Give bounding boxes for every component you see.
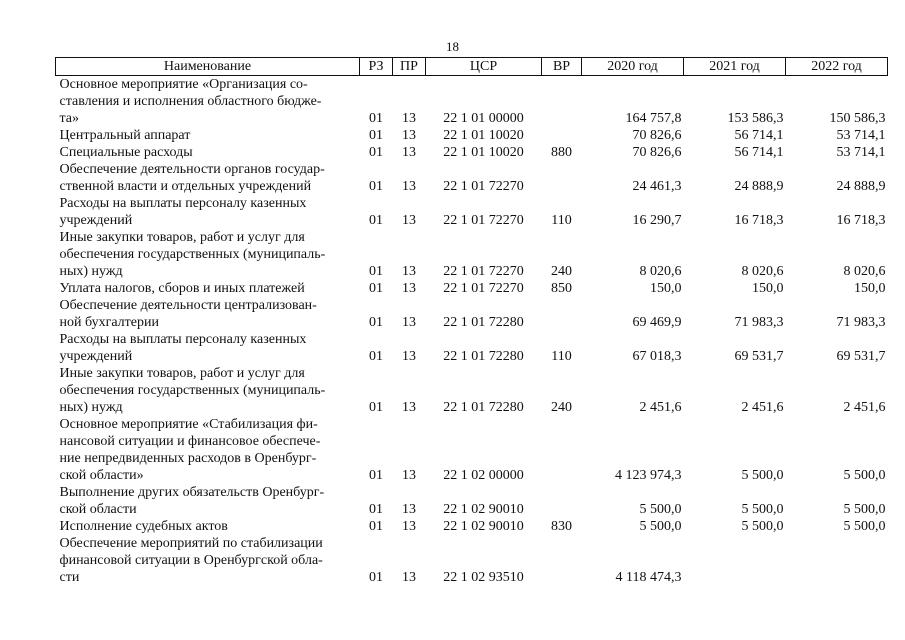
row-pr: 13: [402, 145, 416, 160]
row-vr: 830: [551, 519, 572, 534]
header-2022: 2022 год: [786, 58, 888, 76]
row-2021: [684, 535, 786, 586]
row-pr: 13: [402, 264, 416, 279]
row-name: [56, 195, 360, 229]
row-csr: 22 1 02 90010: [443, 502, 524, 517]
row-2022: 53 714,1: [836, 145, 886, 160]
row-name-line: та»: [59, 111, 80, 126]
row-csr: 22 1 01 72270: [443, 264, 524, 279]
row-name-line: ственной власти и отдельных учреждений: [59, 179, 312, 194]
table-header-row: [56, 58, 888, 76]
row-2021: 153 586,3: [727, 111, 784, 126]
row-2022: 5 500,0: [843, 519, 886, 534]
row-2020: 150,0: [650, 281, 682, 296]
table-body: [56, 76, 888, 587]
row-vr: [542, 161, 582, 195]
row-csr: 22 1 02 00000: [443, 468, 524, 483]
row-rz: 01: [369, 145, 383, 160]
row-rz: 01: [369, 128, 383, 143]
row-name: [56, 280, 360, 297]
row-csr: 22 1 01 10020: [443, 145, 524, 160]
row-2021: 5 500,0: [741, 468, 784, 483]
header-2020: 2020 год: [582, 58, 684, 76]
row-csr: 22 1 01 72270: [443, 213, 524, 228]
table-row: [56, 518, 888, 535]
row-name-line: обеспечения государственных (муниципаль-: [59, 247, 326, 262]
row-csr: 22 1 01 72270: [443, 179, 524, 194]
row-vr: [542, 416, 582, 484]
row-pr: 13: [402, 519, 416, 534]
row-2022: 71 983,3: [836, 315, 886, 330]
row-vr: 850: [551, 281, 572, 296]
table-row: [56, 297, 888, 331]
row-name: [56, 365, 360, 416]
row-2021: 5 500,0: [741, 502, 784, 517]
row-2021: 16 718,3: [734, 213, 784, 228]
row-rz: 01: [369, 213, 383, 228]
header-2021: 2021 год: [684, 58, 786, 76]
row-rz: 01: [369, 179, 383, 194]
row-name: [56, 331, 360, 365]
row-2021: 24 888,9: [734, 179, 784, 194]
row-csr: 22 1 01 00000: [443, 111, 524, 126]
row-name: [56, 76, 360, 128]
table-row: [56, 416, 888, 484]
row-2020: 8 020,6: [639, 264, 682, 279]
row-name-line: Иные закупки товаров, работ и услуг для: [59, 366, 305, 381]
row-vr: [542, 76, 582, 128]
row-name-line: нансовой ситуации и финансовое обеспече-: [59, 434, 321, 449]
row-2022: 69 531,7: [836, 349, 886, 364]
row-name-line: финансовой ситуации в Оренбургской обла-: [59, 553, 323, 568]
header-rz: РЗ: [360, 58, 393, 76]
row-name-line: Выполнение других обязательств Оренбург-: [59, 485, 325, 500]
row-name: [56, 535, 360, 586]
row-pr: 13: [402, 281, 416, 296]
row-2020: 5 500,0: [639, 519, 682, 534]
header-csr: ЦСР: [426, 58, 542, 76]
row-rz: 01: [369, 519, 383, 534]
row-name: [56, 416, 360, 484]
row-name-line: ных) нужд: [59, 264, 123, 279]
row-2020: 164 757,8: [625, 111, 682, 126]
row-name-line: ных) нужд: [59, 400, 123, 415]
row-csr: 22 1 01 10020: [443, 128, 524, 143]
row-2021: 56 714,1: [734, 145, 784, 160]
row-2022: 16 718,3: [836, 213, 886, 228]
row-2022: 2 451,6: [843, 400, 886, 415]
row-2020: 5 500,0: [639, 502, 682, 517]
row-name-line: учреждений: [59, 213, 133, 228]
header-vr: ВР: [542, 58, 582, 76]
row-2021: 5 500,0: [741, 519, 784, 534]
row-2021: 71 983,3: [734, 315, 784, 330]
row-rz: 01: [369, 281, 383, 296]
row-pr: 13: [402, 570, 416, 585]
row-pr: 13: [402, 468, 416, 483]
row-2020: 4 123 974,3: [615, 468, 682, 483]
row-name-line: учреждений: [59, 349, 133, 364]
row-2022: 8 020,6: [843, 264, 886, 279]
row-2020: 2 451,6: [639, 400, 682, 415]
header-pr: ПР: [393, 58, 426, 76]
table-row: [56, 127, 888, 144]
table-row: [56, 365, 888, 416]
row-vr: 880: [551, 145, 572, 160]
row-csr: 22 1 01 72270: [443, 281, 524, 296]
row-pr: 13: [402, 315, 416, 330]
row-pr: 13: [402, 349, 416, 364]
row-pr: 13: [402, 400, 416, 415]
row-name-line: Расходы на выплаты персоналу казенных: [59, 196, 307, 211]
row-vr: [542, 484, 582, 518]
row-name-line: ской области: [59, 502, 137, 517]
row-2022: 5 500,0: [843, 468, 886, 483]
row-2021: 150,0: [752, 281, 784, 296]
row-pr: 13: [402, 179, 416, 194]
row-csr: 22 1 01 72280: [443, 400, 524, 415]
row-2020: 69 469,9: [632, 315, 682, 330]
table-row: [56, 331, 888, 365]
row-name-line: обеспечения государственных (муниципаль-: [59, 383, 326, 398]
row-name-line: ние непредвиденных расходов в Оренбург-: [59, 451, 317, 466]
row-name-line: ской области»: [59, 468, 144, 483]
row-name-line: Основное мероприятие «Стабилизация фи-: [59, 417, 318, 432]
row-name-line: Обеспечение деятельности централизован-: [59, 298, 317, 313]
row-2020: 70 826,6: [632, 128, 682, 143]
row-name: [56, 161, 360, 195]
table-row: [56, 484, 888, 518]
row-2020: 16 290,7: [632, 213, 682, 228]
row-name: [56, 144, 360, 161]
row-pr: 13: [402, 502, 416, 517]
row-2021: 69 531,7: [734, 349, 784, 364]
row-name: [56, 127, 360, 144]
row-csr: 22 1 02 93510: [443, 570, 524, 585]
row-pr: 13: [402, 111, 416, 126]
row-rz: 01: [369, 400, 383, 415]
row-2022: [786, 535, 888, 586]
row-name-line: ной бухгалтерии: [59, 315, 159, 330]
row-2022: 53 714,1: [836, 128, 886, 143]
row-name-line: Иные закупки товаров, работ и услуг для: [59, 230, 305, 245]
row-name-line: Обеспечение мероприятий по стабилизации: [59, 536, 323, 551]
row-2022: 5 500,0: [843, 502, 886, 517]
row-name-line: ставления и исполнения областного бюдже-: [59, 94, 322, 109]
row-2021: 2 451,6: [741, 400, 784, 415]
row-rz: 01: [369, 264, 383, 279]
table-row: [56, 280, 888, 297]
row-name: [56, 484, 360, 518]
row-vr: 110: [551, 213, 572, 228]
row-rz: 01: [369, 570, 383, 585]
row-name-line: Расходы на выплаты персоналу казенных: [59, 332, 307, 347]
row-2020: 67 018,3: [632, 349, 682, 364]
row-2022: 150,0: [854, 281, 886, 296]
row-rz: 01: [369, 502, 383, 517]
row-name-line: сти: [59, 570, 80, 585]
page-number: 18: [446, 39, 459, 54]
row-2020: 70 826,6: [632, 145, 682, 160]
row-name-line: Обеспечение деятельности органов государ-: [59, 162, 325, 177]
row-name-line: Специальные расходы: [59, 145, 193, 160]
row-rz: 01: [369, 468, 383, 483]
table-row: [56, 195, 888, 229]
table-row: [56, 229, 888, 280]
row-name-line: Центральный аппарат: [59, 128, 191, 143]
row-pr: 13: [402, 213, 416, 228]
row-vr: 110: [551, 349, 572, 364]
row-pr: 13: [402, 128, 416, 143]
row-2022: 150 586,3: [829, 111, 886, 126]
table-row: [56, 76, 888, 128]
row-vr: [542, 535, 582, 586]
row-rz: 01: [369, 111, 383, 126]
row-name: [56, 518, 360, 535]
table-row: [56, 535, 888, 586]
row-csr: 22 1 01 72280: [443, 315, 524, 330]
row-name-line: Основное мероприятие «Организация со-: [59, 77, 308, 92]
row-rz: 01: [369, 349, 383, 364]
row-name-line: Уплата налогов, сборов и иных платежей: [59, 281, 305, 296]
row-csr: 22 1 01 72280: [443, 349, 524, 364]
row-csr: 22 1 02 90010: [443, 519, 524, 534]
row-2022: 24 888,9: [836, 179, 886, 194]
row-2020: 4 118 474,3: [615, 570, 682, 585]
table-row: [56, 161, 888, 195]
row-rz: 01: [369, 315, 383, 330]
row-2021: 56 714,1: [734, 128, 784, 143]
row-2020: 24 461,3: [632, 179, 682, 194]
row-2021: 8 020,6: [741, 264, 784, 279]
row-name-line: Исполнение судебных актов: [59, 519, 228, 534]
row-vr: 240: [551, 400, 572, 415]
row-name: [56, 297, 360, 331]
row-vr: [542, 127, 582, 144]
row-vr: [542, 297, 582, 331]
row-name: [56, 229, 360, 280]
budget-table: [55, 57, 888, 586]
table-row: [56, 144, 888, 161]
row-vr: 240: [551, 264, 572, 279]
header-name: Наименование: [56, 58, 360, 76]
